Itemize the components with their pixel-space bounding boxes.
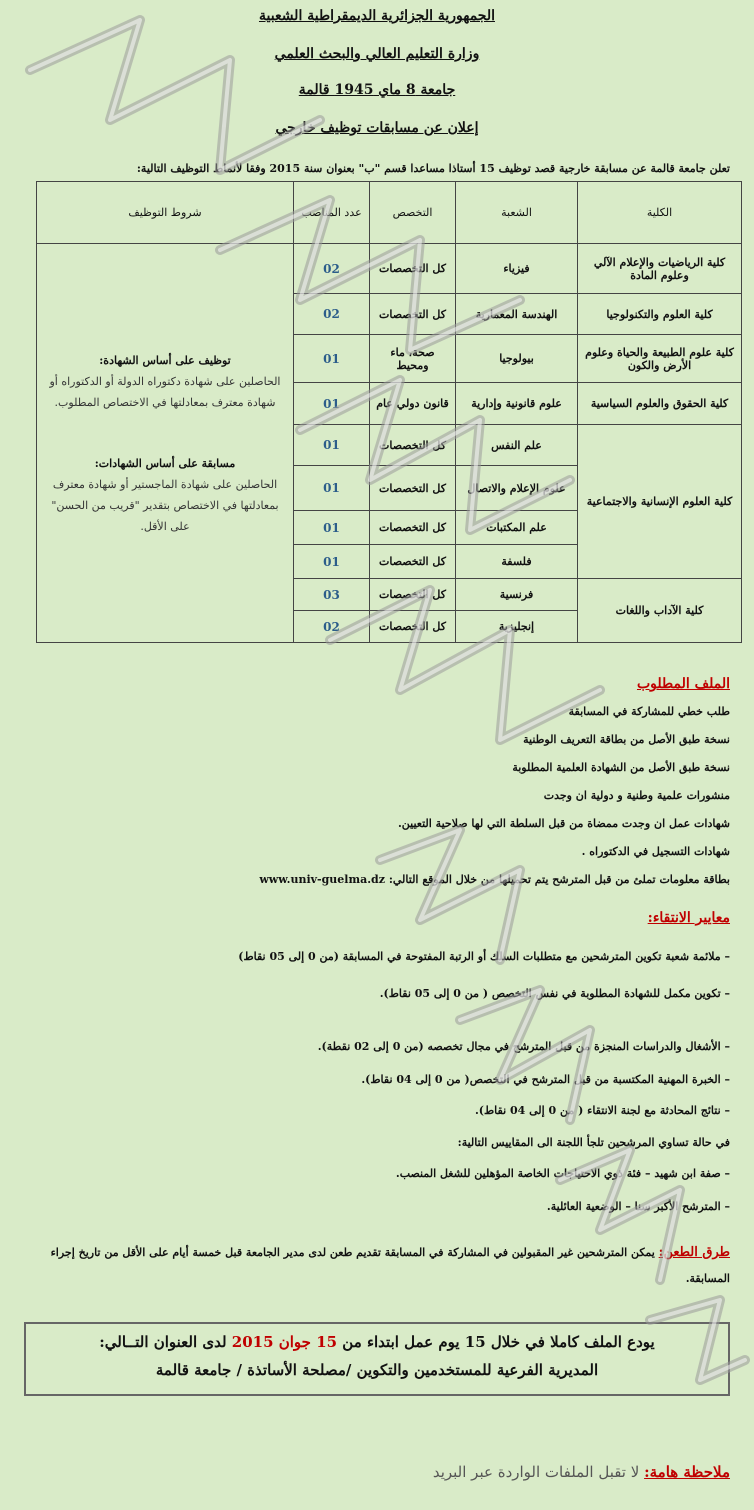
criteria-item: في حالة تساوي المرشحين تلجأ اللجنة الى المقاييس التالية: — [457, 1136, 730, 1149]
cell-branch: علوم قانونية وإدارية — [456, 383, 578, 425]
intro-text: تعلن جامعة قالمة عن مسابقة خارجية قصد توظيف 15 أستاذا مساعدا قسم "ب" بعنوان سنة 2015 وفقا لأنماط التوظيف التالية: — [136, 162, 730, 175]
cell-specialty: كل التخصصات — [370, 244, 456, 294]
cell-faculty: كلية الرياضيات والإعلام الآلي وعلوم المادة — [578, 244, 742, 294]
note-text: لا تقبل الملفات الواردة عبر البريد — [432, 1463, 645, 1481]
cell-positions: 01 — [294, 466, 370, 511]
watermark-stroke — [30, 20, 320, 170]
file-item: نسخة طبق الأصل من الشهادة العلمية المطلوبة — [512, 761, 730, 774]
cell-branch: فرنسية — [456, 579, 578, 611]
cell-faculty: كلية العلوم والتكنولوجيا — [578, 294, 742, 335]
cell-specialty: كل التخصصات — [370, 294, 456, 335]
file-item: طلب خطي للمشاركة في المسابقة — [568, 705, 730, 718]
cell-specialty: كل التخصصات — [370, 545, 456, 579]
watermark-stroke — [560, 1150, 680, 1280]
criteria-item: – الخبرة المهنية المكتسبة من قبل المترشح في التخصص( من 0 إلى 04 نقاط). — [361, 1073, 730, 1086]
header-specialty: التخصص — [370, 182, 456, 244]
criteria-item: – نتائج المحادثة مع لجنة الانتقاء ( من 0 إلى 04 نقاط). — [474, 1104, 730, 1117]
cell-specialty: كل التخصصات — [370, 466, 456, 511]
cell-specialty: قانون دولي عام — [370, 383, 456, 425]
cell-branch: بيولوجيا — [456, 335, 578, 383]
page-title: إعلان عن مسابقات توظيف خارجي — [275, 120, 479, 136]
criteria-item: – صفة ابن شهيد – فئة ذوي الاحتياجات الخاصة المؤهلين للشغل المنصب. — [395, 1167, 730, 1180]
condition-1-title: توظيف على أساس الشهادة: — [99, 353, 231, 367]
condition-2-text: الحاصلين على شهادة الماجستير أو شهادة معترف بمعادلتها في الاختصاص بتقدير "قريب من الحسن" على الأقل. — [51, 477, 279, 533]
criteria-item: – المترشح الأكبر سنا – الوضعية العائلية. — [546, 1200, 730, 1213]
criteria-item: – تكوين مكمل للشهادة المطلوبة في نفس التخصص ( من 0 إلى 05 نقاط). — [379, 987, 730, 1000]
appeal-text: يمكن المترشحين غير المقبولين في المشاركة في المسابقة تقديم طعن لدى مدير الجامعة قبل خمسة أيام على الأقل من تاريخ إجراء المسابقة. — [50, 1246, 730, 1285]
watermark-stroke — [460, 990, 590, 1120]
condition-1-text: الحاصلين على شهادة دكتوراه الدولة أو الدكتوراه أو شهادة معترف بمعادلتها في الاختصاص المطلوب. — [49, 374, 281, 409]
cell-branch: فلسفة — [456, 545, 578, 579]
deposit-address: المديرية الفرعية للمستخدمين والتكوين /مصلحة الأساتذة / جامعة قالمة — [155, 1361, 599, 1379]
header-faculty: الكلية — [578, 182, 742, 244]
note-label: ملاحظة هامة: — [644, 1463, 730, 1481]
cell-faculty: كلية الحقوق والعلوم السياسية — [578, 383, 742, 425]
header-republic: الجمهورية الجزائرية الديمقراطية الشعبية — [258, 8, 495, 24]
cell-specialty: كل التخصصات — [370, 425, 456, 466]
cell-positions: 02 — [294, 244, 370, 294]
watermark-stroke — [220, 200, 520, 350]
cell-positions: 02 — [294, 611, 370, 643]
file-item: منشورات علمية وطنية و دولية ان وجدت — [543, 789, 730, 802]
cell-branch: علم النفس — [456, 425, 578, 466]
cell-positions: 01 — [294, 383, 370, 425]
cell-branch: الهندسة المعمارية — [456, 294, 578, 335]
header-conditions: شروط التوظيف — [37, 182, 294, 244]
cell-positions: 03 — [294, 579, 370, 611]
header-branch: الشعبة — [456, 182, 578, 244]
criteria-item: – الأشغال والدراسات المنجزة من قبل المترشح في مجال تخصصه (من 0 إلى 02 نقطة). — [317, 1040, 730, 1053]
deposit-part2: لدى العنوان التــالي: — [99, 1333, 232, 1351]
header-university: جامعة 8 ماي 1945 قالمة — [298, 82, 456, 98]
watermark-stroke — [300, 380, 570, 530]
header-ministry: وزارة التعليم العالي والبحث العلمي — [274, 46, 480, 62]
file-section-title: الملف المطلوب — [636, 676, 730, 692]
file-item: شهادات التسجيل في الدكتوراه . — [581, 845, 730, 858]
cell-faculty: كلية علوم الطبيعة والحياة وعلوم الأرض والكون — [578, 335, 742, 383]
cell-branch: فيزياء — [456, 244, 578, 294]
deposit-part1: يودع الملف كاملا في خلال 15 يوم عمل ابتداء من — [337, 1333, 655, 1351]
criteria-item: – ملائمة شعبة تكوين المترشحين مع متطلبات السلك أو الرتبة المفتوحة في المسابقة (من 0 إلى 05 نقاط) — [238, 950, 730, 963]
cell-positions: 01 — [294, 545, 370, 579]
cell-positions: 01 — [294, 335, 370, 383]
appeal-title: طرق الطعن: — [658, 1245, 730, 1260]
header-positions: عدد المناصب — [294, 182, 370, 244]
criteria-section-title: معايير الانتقاء: — [647, 910, 730, 926]
cell-branch: علم المكتبات — [456, 511, 578, 545]
cell-faculty: كلية العلوم الإنسانية والاجتماعية — [578, 425, 742, 579]
cell-branch: علوم الإعلام والاتصال — [456, 466, 578, 511]
file-item: نسخة طبق الأصل من بطاقة التعريف الوطنية — [523, 733, 730, 746]
cell-specialty: كل التخصصات — [370, 611, 456, 643]
cell-branch: إنجليزية — [456, 611, 578, 643]
deposit-date: 15 جوان 2015 — [231, 1333, 338, 1351]
cell-specialty: كل التخصصات — [370, 511, 456, 545]
cell-positions: 01 — [294, 511, 370, 545]
watermark-stroke — [330, 590, 600, 740]
cell-specialty: صحة، ماء ومحيط — [370, 335, 456, 383]
cell-positions: 02 — [294, 294, 370, 335]
file-item: بطاقة معلومات تملئ من قبل المترشح يتم تحميلها من خلال الموقع التالي: www.univ-guelma.dz — [259, 873, 730, 886]
file-item: شهادات عمل ان وجدت ممضاة من قبل السلطة التي لها صلاحية التعيين. — [397, 817, 730, 830]
condition-2-title: مسابقة على أساس الشهادات: — [94, 456, 236, 470]
cell-faculty: كلية الآداب واللغات — [578, 579, 742, 643]
cell-specialty: كل التخصصات — [370, 579, 456, 611]
cell-positions: 01 — [294, 425, 370, 466]
